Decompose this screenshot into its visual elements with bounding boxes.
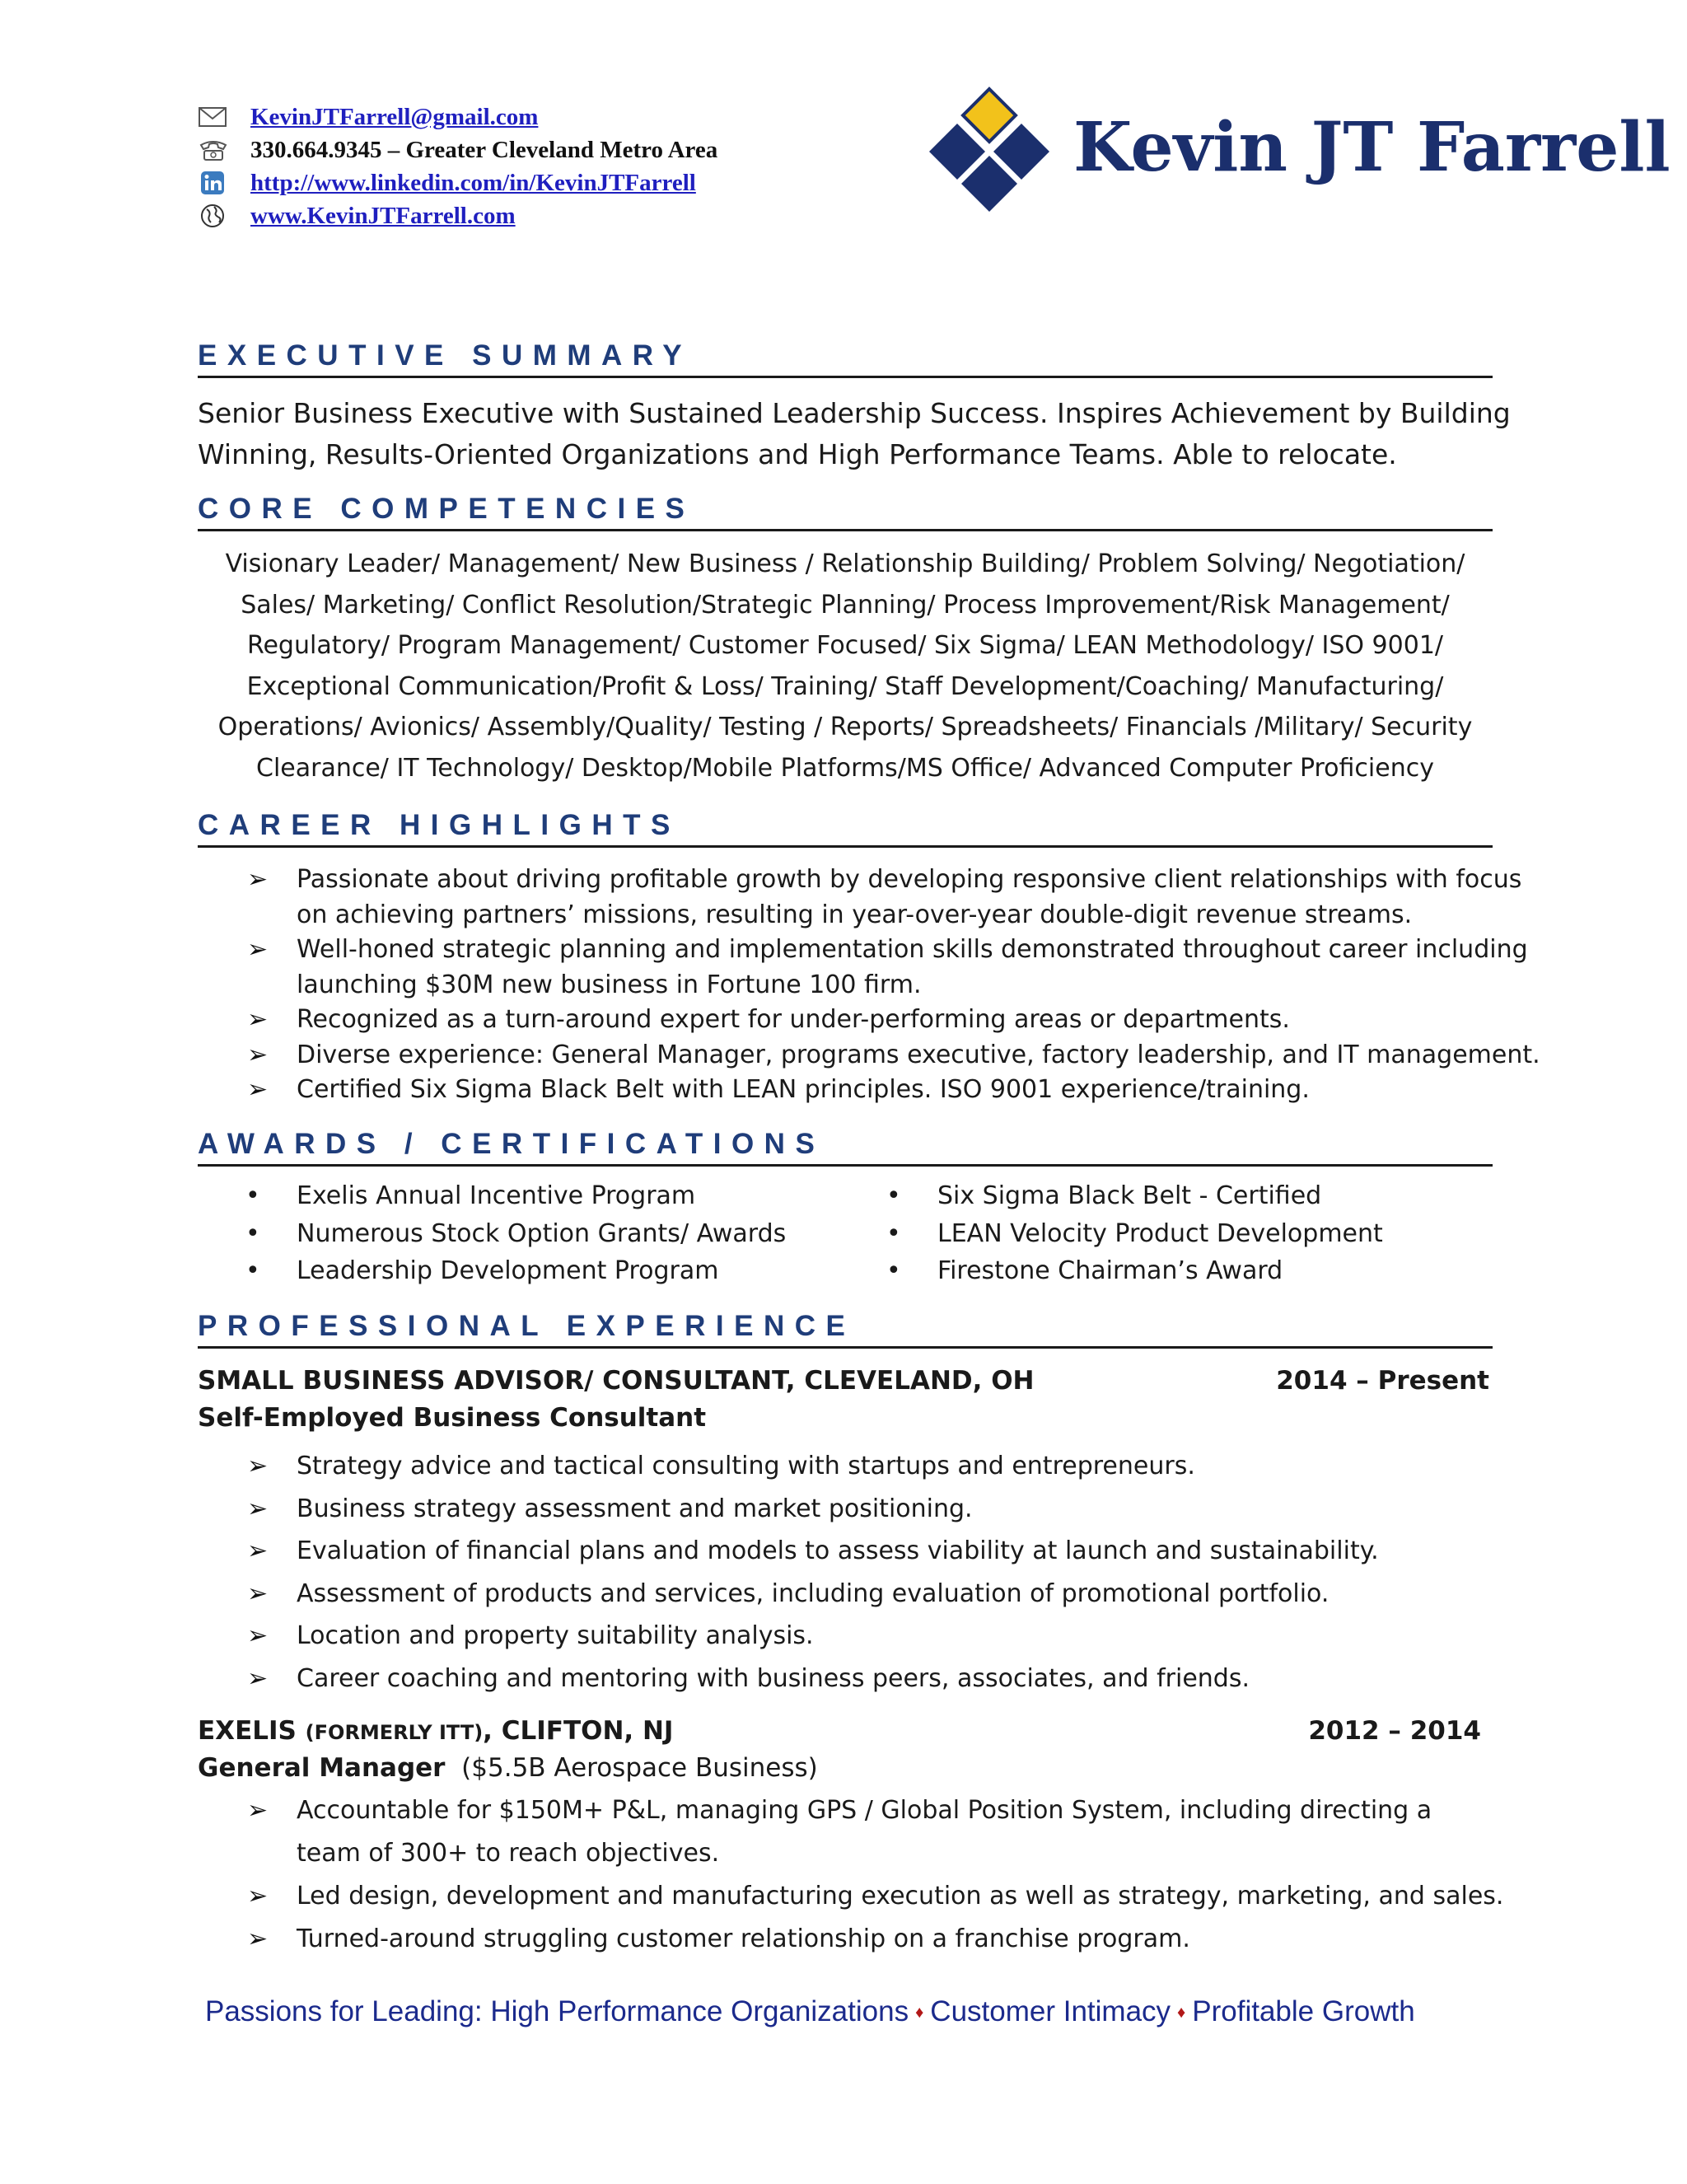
list-item-text: Career coaching and mentoring with business peers, associates, and friends. (297, 1663, 1250, 1693)
arrow-bullet-icon: ➢ (247, 865, 269, 894)
brand-name: Kevin JT Farrell (1073, 108, 1671, 187)
job-dates: 2012 – 2014 (1308, 1716, 1481, 1746)
list-item (198, 1181, 786, 1219)
footer-text: Profitable Growth (1192, 1995, 1415, 2027)
arrow-bullet-icon: ➢ (247, 1621, 269, 1650)
job-bullets (198, 1445, 1516, 1700)
section-title: CORE COMPETENCIES (198, 493, 695, 525)
list-item (198, 1615, 1516, 1658)
list-item (198, 1488, 1516, 1531)
globe-icon (198, 203, 229, 229)
bullet-dot-icon: • (886, 1218, 901, 1248)
section-title: AWARDS / CERTIFICATIONS (198, 1128, 825, 1160)
list-item-text: Numerous Stock Option Grants/ Awards (297, 1218, 787, 1248)
job-role-line (198, 1753, 818, 1783)
job-dates: 2014 – Present (1276, 1366, 1489, 1396)
section-heading-summary (198, 339, 1493, 378)
email-link[interactable]: KevinJTFarrell@gmail.com (250, 103, 539, 130)
diamond-separator-icon: ♦ (915, 2004, 924, 2023)
section-title: EXECUTIVE SUMMARY (198, 339, 693, 372)
awards-list (198, 1181, 1516, 1297)
arrow-bullet-icon: ➢ (247, 1663, 269, 1693)
job-role-detail: ($5.5B Aerospace Business) (461, 1753, 818, 1783)
list-item (198, 1573, 1516, 1616)
list-item-text: team of 300+ to reach objectives. (297, 1839, 720, 1868)
job-bullets (198, 1789, 1516, 1961)
job-role: Self-Employed Business Consultant (198, 1403, 707, 1433)
arrow-bullet-icon: ➢ (247, 1882, 269, 1910)
arrow-bullet-icon: ➢ (247, 935, 269, 964)
list-item-text: Turned-around struggling customer relationship on a franchise program. (297, 1924, 1190, 1953)
linkedin-link[interactable]: http://www.linkedin.com/in/KevinJTFarrell (250, 169, 696, 196)
list-item (198, 1003, 1516, 1038)
list-item-text: Firestone Chairman’s Award (937, 1256, 1283, 1285)
competency-line: Exceptional Communication/Profit & Loss/ Training/ Staff Development/Coaching/ Manufacturing/ (246, 671, 1444, 701)
footer-text: Customer Intimacy (930, 1995, 1171, 2027)
list-item-text: Business strategy assessment and market positioning. (297, 1494, 973, 1523)
list-item (198, 1658, 1516, 1700)
section-heading-awards (198, 1128, 1493, 1167)
competencies-list (198, 544, 1493, 788)
telephone-icon (198, 137, 229, 163)
footer-tagline (205, 1995, 1415, 2028)
website-link[interactable]: www.KevinJTFarrell.com (250, 202, 516, 229)
job-title: SMALL BUSINESS ADVISOR/ CONSULTANT, CLEVELAND, OH (198, 1366, 1035, 1396)
arrow-bullet-icon: ➢ (247, 1075, 269, 1104)
section-heading-highlights (198, 809, 1493, 848)
list-item-text: Location and property suitability analysis. (297, 1621, 814, 1650)
list-item-text: Evaluation of financial plans and models to assess viability at launch and sustainability. (297, 1536, 1379, 1565)
list-item-text: Diverse experience: General Manager, programs executive, factory leadership, and IT management. (297, 1040, 1540, 1069)
diamond-logo-icon (919, 86, 1059, 226)
section-heading-experience (198, 1310, 1493, 1349)
list-item-text: Led design, development and manufacturing execution as well as strategy, marketing, and sales. (297, 1882, 1504, 1910)
summary-line: Winning, Results-Oriented Organizations and High Performance Teams. Able to relocate. (198, 438, 1397, 470)
list-item (839, 1181, 1383, 1219)
linkedin-icon (198, 170, 229, 196)
list-item-text: Six Sigma Black Belt - Certified (937, 1181, 1322, 1210)
list-item-text: Passionate about driving profitable growth by developing responsive client relationships with focus (297, 865, 1522, 894)
list-item (198, 933, 1528, 1003)
list-item (198, 1219, 786, 1257)
list-item-text: Certified Six Sigma Black Belt with LEAN principles. ISO 9001 experience/training. (297, 1075, 1310, 1104)
list-item (198, 1918, 1516, 1961)
list-item-text: on achieving partners’ missions, resulting in year-over-year double-digit revenue streams. (297, 900, 1413, 929)
bullet-dot-icon: • (886, 1181, 901, 1210)
list-item-text: Well-honed strategic planning and implementation skills demonstrated throughout career including (297, 935, 1528, 964)
list-item-text: LEAN Velocity Product Development (937, 1218, 1383, 1248)
company-location: , CLIFTON, NJ (483, 1716, 674, 1746)
arrow-bullet-icon: ➢ (247, 1924, 269, 1953)
bullet-dot-icon: • (245, 1218, 260, 1248)
list-item (198, 1530, 1516, 1573)
list-item (198, 1256, 786, 1294)
competency-line: Clearance/ IT Technology/ Desktop/Mobile Platforms/MS Office/ Advanced Computer Proficiency (256, 753, 1434, 783)
envelope-icon (198, 104, 229, 130)
list-item (839, 1256, 1383, 1294)
list-item (198, 1073, 1516, 1108)
list-item (839, 1219, 1383, 1257)
arrow-bullet-icon: ➢ (247, 1536, 269, 1565)
list-item-text: Strategy advice and tactical consulting with startups and entrepreneurs. (297, 1452, 1195, 1480)
section-title: CAREER HIGHLIGHTS (198, 809, 680, 841)
company-name: EXELIS (198, 1716, 306, 1746)
list-item (198, 863, 1522, 933)
list-item (198, 1875, 1516, 1918)
arrow-bullet-icon: ➢ (247, 1796, 269, 1825)
summary-line: Senior Business Executive with Sustained Leadership Success. Inspires Achievement by Building (198, 397, 1511, 429)
highlights-list (198, 863, 1540, 1108)
list-item (198, 1038, 1540, 1073)
arrow-bullet-icon: ➢ (247, 1494, 269, 1523)
list-item-text: launching $30M new business in Fortune 100 firm. (297, 970, 922, 999)
arrow-bullet-icon: ➢ (247, 1452, 269, 1480)
job-role: General Manager (198, 1753, 446, 1783)
arrow-bullet-icon: ➢ (247, 1578, 269, 1608)
section-title: PROFESSIONAL EXPERIENCE (198, 1310, 856, 1342)
awards-right-column (839, 1181, 1383, 1294)
competency-line: Visionary Leader/ Management/ New Business / Relationship Building/ Problem Solving/ Negotiation/ (225, 550, 1465, 578)
list-item-text: Leadership Development Program (297, 1256, 719, 1285)
company-former-name: (FORMERLY ITT) (305, 1721, 484, 1744)
arrow-bullet-icon: ➢ (247, 1005, 269, 1034)
executive-summary (198, 393, 1516, 475)
arrow-bullet-icon: ➢ (247, 1040, 269, 1069)
list-item-text: Exelis Annual Incentive Program (297, 1181, 696, 1210)
list-item-text: Assessment of products and services, including evaluation of promotional portfolio. (297, 1578, 1330, 1608)
competency-line: Sales/ Marketing/ Conflict Resolution/Strategic Planning/ Process Improvement/Risk Management/ (241, 590, 1450, 620)
list-item (198, 1445, 1516, 1488)
bullet-dot-icon: • (886, 1256, 901, 1285)
section-heading-competencies (198, 493, 1493, 531)
competency-line: Operations/ Avionics/ Assembly/Quality/ Testing / Reports/ Spreadsheets/ Financials /Military/ Security (217, 713, 1473, 741)
competency-line: Regulatory/ Program Management/ Customer Focused/ Six Sigma/ LEAN Methodology/ ISO 9001/ (246, 631, 1444, 660)
list-item-text: Accountable for $150M+ P&L, managing GPS / Global Position System, including directing a (297, 1796, 1432, 1825)
job-title (198, 1716, 673, 1746)
awards-left-column (198, 1181, 786, 1294)
bullet-dot-icon: • (245, 1256, 260, 1285)
bullet-dot-icon: • (245, 1181, 260, 1210)
phone-location: 330.664.9345 – Greater Cleveland Metro Area (250, 136, 718, 163)
list-item-text: Recognized as a turn-around expert for under-performing areas or departments. (297, 1005, 1290, 1034)
footer-text: Passions for Leading: High Performance Organizations (205, 1995, 909, 2027)
list-item (198, 1789, 1516, 1875)
diamond-separator-icon: ♦ (1177, 2004, 1186, 2023)
